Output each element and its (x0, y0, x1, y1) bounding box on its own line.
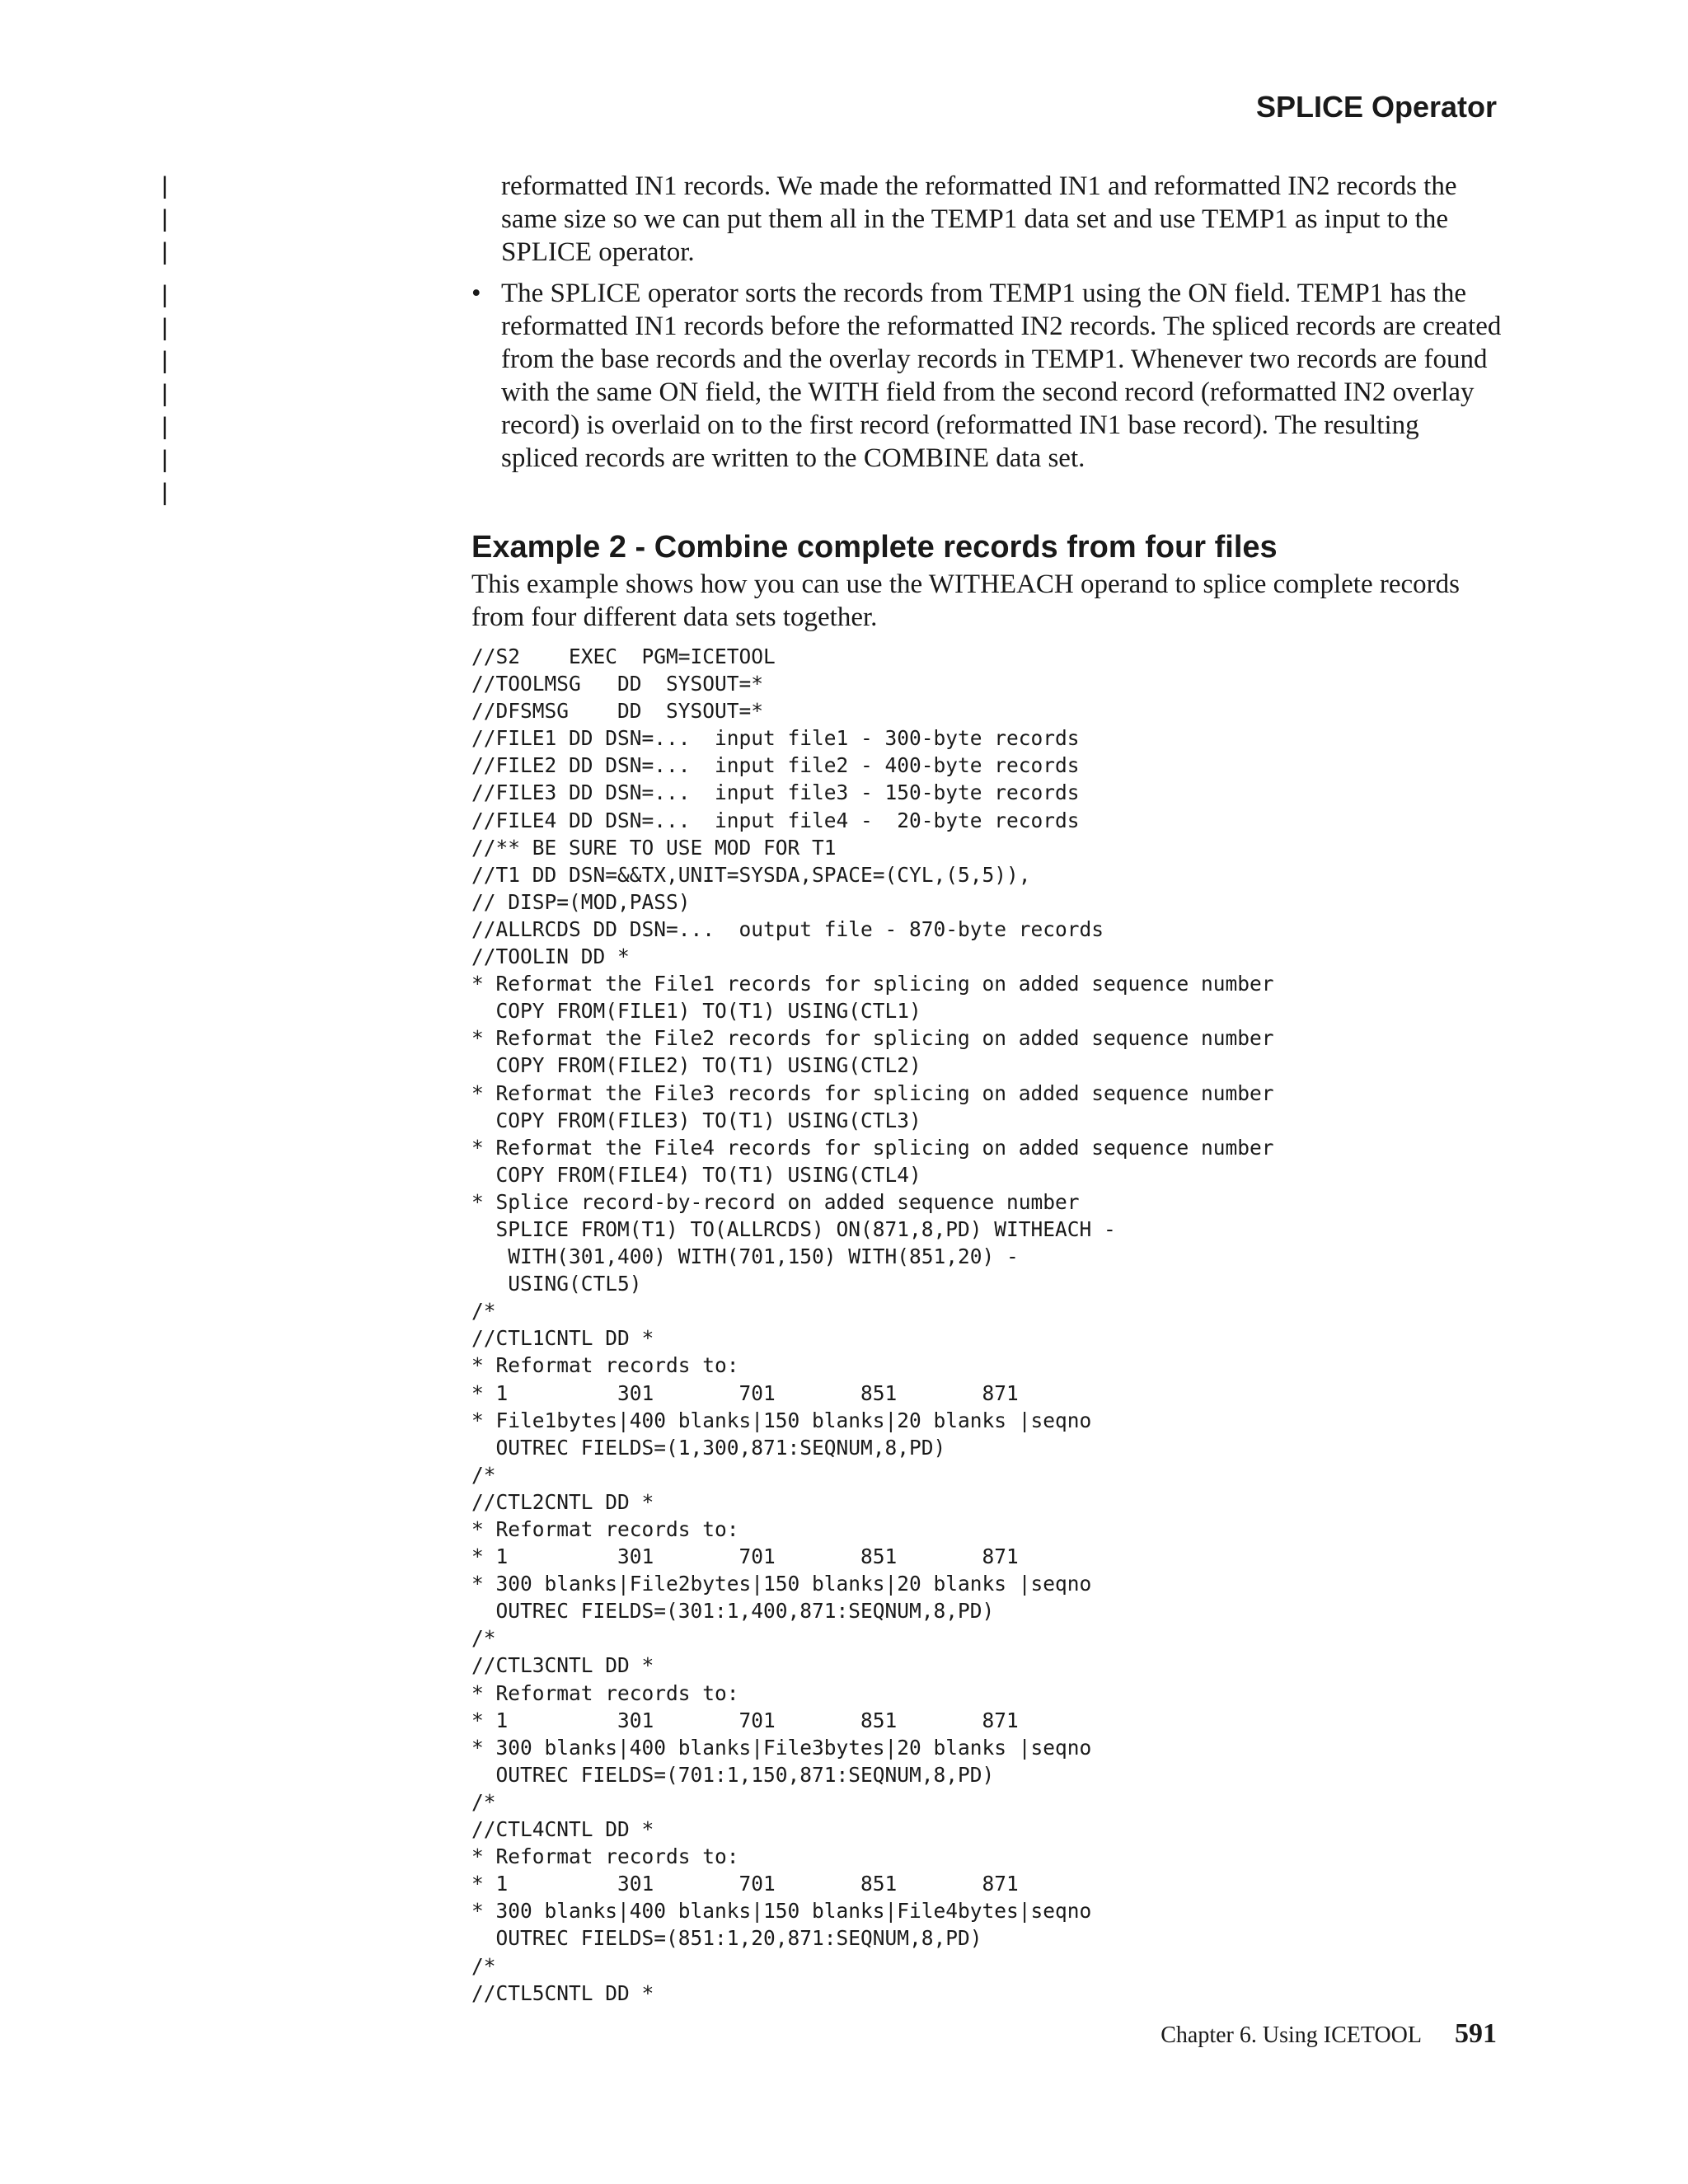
code-line: //CTL1CNTL DD * (471, 1326, 654, 1351)
code-line: * 1 301 701 851 871 (471, 1544, 1019, 1569)
code-line: COPY FROM(FILE2) TO(T1) USING(CTL2) (471, 1053, 921, 1078)
code-line: * Reformat records to: (471, 1353, 739, 1378)
bullet-list (470, 277, 1502, 475)
code-line: //CTL5CNTL DD * (471, 1980, 654, 2005)
code-line: //TOOLIN DD * (471, 944, 630, 969)
code-line: /* (471, 1626, 496, 1651)
code-line: * Reformat the File4 records for splicing on added sequence number (471, 1135, 1274, 1160)
code-line: COPY FROM(FILE1) TO(T1) USING(CTL1) (471, 999, 921, 1024)
code-line: * Reformat the File2 records for splicing on added sequence number (471, 1026, 1274, 1051)
code-line: OUTREC FIELDS=(851:1,20,871:SEQNUM,8,PD) (471, 1926, 982, 1951)
code-line: OUTREC FIELDS=(301:1,400,871:SEQNUM,8,PD) (471, 1599, 995, 1624)
change-bar: | (162, 314, 168, 341)
code-line: // DISP=(MOD,PASS) (471, 889, 691, 914)
code-line: /* (471, 1462, 496, 1487)
continued-paragraph: reformatted IN1 records. We made the reformatted IN1 and reformatted IN2 records the same size so we can put them all in the TEMP1 data set and use TEMP1 as input to the SPLICE operator. (501, 171, 1457, 267)
code-line: //CTL4CNTL DD * (471, 1817, 654, 1842)
code-line: * Reformat records to: (471, 1680, 739, 1705)
code-line: * Reformat the File1 records for splicing on added sequence number (471, 972, 1274, 996)
example-intro-paragraph: This example shows how you can use the WITHEACH operand to splice complete records from four different data sets together. (471, 569, 1460, 632)
code-line: * Splice record-by-record on added sequence number (471, 1189, 1080, 1214)
code-line: OUTREC FIELDS=(1,300,871:SEQNUM,8,PD) (471, 1435, 946, 1460)
running-header-title: SPLICE Operator (1255, 90, 1497, 124)
code-line: OUTREC FIELDS=(701:1,150,871:SEQNUM,8,PD) (471, 1762, 995, 1787)
code-line: * Reformat records to: (471, 1517, 739, 1541)
code-line: * 1 301 701 851 871 (471, 1872, 1019, 1896)
code-line: * 300 blanks|400 blanks|150 blanks|File4bytes|seqno (471, 1899, 1092, 1924)
code-line: //CTL3CNTL DD * (471, 1653, 654, 1678)
change-bar: | (162, 205, 168, 232)
code-line: //CTL2CNTL DD * (471, 1489, 654, 1514)
code-line: /* (471, 1299, 496, 1324)
change-bar: | (162, 479, 168, 506)
change-bar: | (162, 281, 168, 308)
code-line: //ALLRCDS DD DSN=... output file - 870-byte records (471, 916, 1104, 941)
change-bar: | (162, 446, 168, 473)
code-line: * 300 blanks|File2bytes|150 blanks|20 blanks |seqno (471, 1572, 1092, 1596)
code-line: COPY FROM(FILE4) TO(T1) USING(CTL4) (471, 1162, 921, 1187)
code-line: WITH(301,400) WITH(701,150) WITH(851,20) - (471, 1244, 1019, 1269)
bullet-text: The SPLICE operator sorts the records from TEMP1 using the ON field. TEMP1 has the reformatted IN1 records before the reformatted IN2 records. The spliced records are created from the base records and the overlay records in TEMP1. Whenever two records are found with the same ON field, the WITH field from the second record (reformatted IN2 overlay record) is overlaid on to the first record (reformatted IN1 base record). The resulting spliced records are written to the COMBINE data set. (501, 279, 1502, 473)
change-bar: | (162, 380, 168, 407)
change-bar: | (162, 413, 168, 440)
code-line: //T1 DD DSN=&&TX,UNIT=SYSDA,SPACE=(CYL,(5,5)), (471, 862, 1031, 887)
code-line: //FILE3 DD DSN=... input file3 - 150-byte records (471, 780, 1080, 805)
code-line: COPY FROM(FILE3) TO(T1) USING(CTL3) (471, 1108, 921, 1132)
change-bar: | (162, 172, 168, 199)
jcl-code-listing (471, 643, 1510, 2007)
code-line: * 1 301 701 851 871 (471, 1380, 1019, 1405)
change-bar: | (162, 238, 168, 265)
code-line: //** BE SURE TO USE MOD FOR T1 (471, 835, 837, 860)
code-line: //FILE1 DD DSN=... input file1 - 300-byte records (471, 726, 1080, 751)
code-line: * Reformat the File3 records for splicing on added sequence number (471, 1080, 1274, 1105)
code-line: * Reformat records to: (471, 1844, 739, 1869)
list-item (470, 277, 1502, 475)
code-line: * 300 blanks|400 blanks|File3bytes|20 blanks |seqno (471, 1735, 1092, 1760)
code-line: /* (471, 1789, 496, 1814)
bullet-icon: • (471, 279, 481, 308)
page-number: 591 (1455, 2018, 1497, 2049)
code-line: //TOOLMSG DD SYSOUT=* (471, 672, 764, 696)
code-line: * File1bytes|400 blanks|150 blanks|20 blanks |seqno (471, 1408, 1092, 1432)
code-line: /* (471, 1953, 496, 1978)
code-line: //FILE2 DD DSN=... input file2 - 400-byte records (471, 753, 1080, 778)
change-bar: | (162, 347, 168, 374)
code-line: USING(CTL5) (471, 1272, 642, 1296)
page-footer (1160, 2018, 1497, 2052)
footer-chapter-title: Chapter 6. Using ICETOOL (1160, 2022, 1422, 2048)
example-heading: Example 2 - Combine complete records from four files (471, 530, 1278, 565)
code-line: SPLICE FROM(T1) TO(ALLRCDS) ON(871,8,PD) WITHEACH - (471, 1216, 1116, 1241)
code-line: * 1 301 701 851 871 (471, 1708, 1019, 1732)
code-line: //DFSMSG DD SYSOUT=* (471, 699, 764, 724)
code-line: //S2 EXEC PGM=ICETOOL (471, 644, 776, 668)
code-line: //FILE4 DD DSN=... input file4 - 20-byte records (471, 808, 1080, 832)
